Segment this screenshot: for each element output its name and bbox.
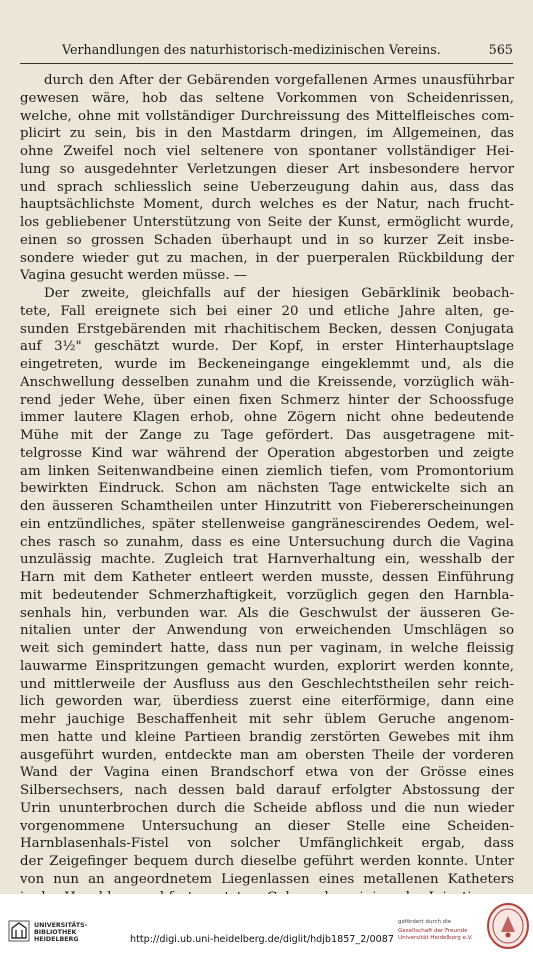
text-line: mehr jauchige Beschaffenheit mit sehr üblem Geruche angenom- xyxy=(20,712,514,727)
text-line: ohne Zweifel noch viel seltenere von spontaner vollständiger Hei- xyxy=(20,144,514,159)
body-text xyxy=(20,72,514,906)
running-head-title: Verhandlungen des naturhistorisch-medizinischen Vereins. xyxy=(62,42,441,57)
text-line: lauwarme Einspritzungen gemacht wurden, explorirt werden konnte, xyxy=(20,658,514,674)
text-line: auf 3½" geschätzt wurde. Der Kopf, in erster Hinterhauptslage xyxy=(20,339,514,355)
text-line: lung so ausgedehnter Verletzungen dieser Art insbesondere hervor xyxy=(20,161,514,177)
text-line: welche, ohne mit vollständiger Durchreissung des Mittelfleisches com- xyxy=(20,108,514,124)
text-line: ausgeführt wurden, entdeckte man am obersten Theile der vorderen xyxy=(20,747,514,763)
text-line: Vagina gesucht werden müsse. — xyxy=(20,268,248,284)
text-line: den äusseren Schamtheilen unter Hinzutritt von Fiebererscheinungen xyxy=(20,499,514,514)
text-line: sunden Erstgebärenden mit rhachitischem Becken, dessen Conjugata xyxy=(20,321,514,337)
text-line: ein entzündliches, später stellenweise gangränescirendes Oedem, wel- xyxy=(20,516,514,532)
text-line: bewirkten Eindruck. Schon am nächsten Tage entwickelte sich an xyxy=(20,481,514,497)
text-line: und sprach schliesslich seine Ueberzeugung dahin aus, dass das xyxy=(20,179,514,195)
page-number: 565 xyxy=(488,42,513,57)
header-rule xyxy=(20,63,513,64)
text-line: tete, Fall ereignete sich bei einer 20 und etliche Jahre alten, ge- xyxy=(20,303,514,319)
text-line: hauptsächlichste Moment, durch welches es der Natur, nach frucht- xyxy=(20,197,514,213)
text-line: einen so grossen Schaden überhaupt und in so kurzer Zeit insbe- xyxy=(20,232,514,248)
text-line: und mittlerweile der Ausfluss aus den Geschlechtstheilen sehr reich- xyxy=(20,676,514,692)
text-line: los gebliebener Unterstützung von Seite der Kunst, ermöglicht wurde, xyxy=(20,215,514,230)
funding-organization: Gesellschaft der Freunde Universität Heidelberg e.V. xyxy=(398,928,473,941)
text-line: mit bedeutender Schmerzhaftigkeit, vorzüglich gegen den Harnbla- xyxy=(20,587,514,603)
digitization-footer xyxy=(0,894,533,957)
text-line: Der zweite, gleichfalls auf der hiesigen Gebärklinik beobach- xyxy=(44,286,514,301)
text-line: sondere wieder gut zu machen, in der puerperalen Rückbildung der xyxy=(20,250,514,266)
university-library-logo-icon xyxy=(8,920,30,942)
text-line: plicirt zu sein, bis in den Mastdarm dringen, im Allgemeinen, das xyxy=(20,126,514,142)
text-line: Wand der Vagina einen Brandschorf etwa von der Grösse eines xyxy=(20,765,514,781)
funding-label: gefördert durch die xyxy=(398,919,452,925)
text-line: senhals hin, verbunden war. Als die Geschwulst der äusseren Ge- xyxy=(20,605,514,621)
text-line: der Zeigefinger bequem durch dieselbe geführt werden konnte. Unter xyxy=(20,854,514,869)
text-line: von nun an angeordnetem Liegenlassen eines metallenen Katheters xyxy=(20,871,514,887)
text-line: rend jeder Wehe, über einen fixen Schmerz hinter der Schoossfuge xyxy=(20,392,514,408)
text-line: am linken Seitenwandbeine einen ziemlich tiefen, vom Promontorium xyxy=(20,463,514,479)
text-line: Harnblasenhals-Fistel von solcher Umfänglichkeit ergab, dass xyxy=(20,836,514,852)
library-name: UNIVERSITÄTS- BIBLIOTHEK HEIDELBERG xyxy=(34,922,88,944)
text-line: nitalien unter der Anwendung von erweichenden Umschlägen so xyxy=(20,623,514,639)
text-line: Silbersechsers, nach dessen bald darauf erfolgter Abstossung der xyxy=(20,783,514,798)
text-line: ches rasch so zunahm, dass es eine Untersuchung durch die Vagina xyxy=(20,534,514,550)
text-line: Anschwellung desselben zunahm und die Kreissende, vorzüglich wäh- xyxy=(20,374,514,390)
text-line: lich geworden war, überdiess zuerst eine eiterförmige, dann eine xyxy=(20,694,514,710)
text-line: vorgenommene Untersuchung an dieser Stelle eine Scheiden- xyxy=(20,818,514,834)
text-line: Urin ununterbrochen durch die Scheide abfloss und die nun wieder xyxy=(20,800,514,816)
permalink-url[interactable]: http://digi.ub.uni-heidelberg.de/diglit/hdjb1857_2/0087 xyxy=(130,934,394,945)
text-line: gewesen wäre, hob das seltene Vorkommen von Scheidenrissen, xyxy=(20,90,514,106)
text-line: Mühe mit der Zange zu Tage gefördert. Das ausgetragene mit- xyxy=(20,428,514,443)
text-line: durch den After der Gebärenden vorgefallenen Armes unausführbar xyxy=(44,73,514,88)
text-line: telgrosse Kind war während der Operation abgestorben und zeigte xyxy=(20,445,514,461)
text-line: weit sich gemindert hatte, dass nun per vaginam, in welche fleissig xyxy=(20,641,514,656)
society-seal-icon xyxy=(486,902,530,950)
text-line: eingetreten, wurde im Beckeneingange eingeklemmt und, als die xyxy=(20,357,514,372)
text-line: unzulässig machte. Zugleich trat Harnverhaltung ein, wesshalb der xyxy=(20,552,514,568)
text-line: Harn mit dem Katheter entleert werden musste, dessen Einführung xyxy=(20,570,514,585)
text-line: men hatte und kleine Partieen brandig zerstörten Gewebes mit ihm xyxy=(20,729,514,745)
text-line: immer lautere Klagen erhob, ohne Zögern nicht ohne bedeutende xyxy=(20,410,514,426)
